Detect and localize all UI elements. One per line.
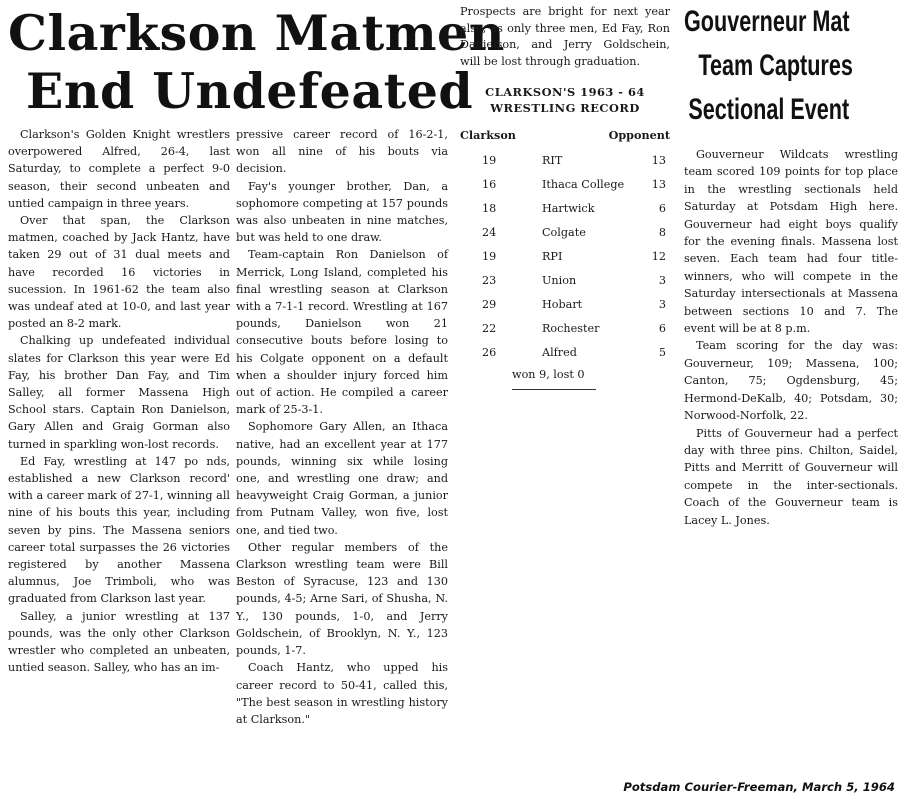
record-clarkson-score: 23 xyxy=(482,273,497,287)
article-paragraph: Fay's younger brother, Dan, a sophomore competing at 157 pounds was also unbeaten in nine matches, but was held to one draw. xyxy=(236,179,448,245)
article-paragraph: Coach Hantz, who upped his career record to 50-41, called this, "The best season in wrestling history at Clarkson." xyxy=(236,661,448,726)
clarkson-headline-line1: Clarkson Matmen xyxy=(8,4,505,62)
article-paragraph: Salley, a junior wrestling at 137 pounds, was the only other Clarkson wrestler who completed an unbeaten, untied season. Salley, who has an im- xyxy=(8,609,230,675)
record-title-line1: CLARKSON'S 1963 - 64 xyxy=(485,85,645,99)
clarkson-column-3 xyxy=(460,4,670,390)
article-paragraph: Clarkson's Golden Knight wrestlers overpowered Alfred, 26-4, last Saturday, to complete a perfect 9-0 season, their second unbeaten and untied campaign in three years. xyxy=(8,128,230,210)
record-opponent-name: Hartwick xyxy=(542,201,595,215)
article-paragraph: Team scoring for the day was: Gouverneur, 109; Massena, 100; Canton, 75; Ogdensburg, 45; Hermond-DeKalb, 40; Potsdam, 30; Norwood-Norfolk, 22. xyxy=(684,339,898,423)
article-paragraph: Ed Fay, wrestling at 147 po nds, established a new Clarkson record' with a career mark of 27-1, winning all nine of his bouts this year, including seven by pins. The Massena seniors career total surpasses the 26 victories registered by another Massena alumnus, Joe Trimboli, who was graduated from Clarkson last year. xyxy=(8,454,230,606)
record-header xyxy=(460,128,670,142)
record-opponent-name: Colgate xyxy=(542,225,586,239)
record-header-clarkson: Clarkson xyxy=(460,128,516,142)
record-opponent-name: Union xyxy=(542,273,577,287)
record-opponent-name: Ithaca College xyxy=(542,177,625,191)
clarkson-column-2 xyxy=(236,126,448,728)
record-clarkson-score: 19 xyxy=(482,249,497,263)
wrestling-record-box xyxy=(460,84,670,390)
record-opponent-name: Hobart xyxy=(542,297,583,311)
record-row xyxy=(460,292,670,316)
article-paragraph: Chalking up undefeated individual slates for Clarkson this year were Ed Fay, his brother Dan Fay, and Tim Salley, all former Massena High School stars. Captain Ron Danielson, Gary Allen and Graig Gorman also turned in sparkling won-lost records. xyxy=(8,334,230,451)
article-paragraph: Sophomore Gary Allen, an Ithaca native, had an excellent year at 177 pounds, winning six while losing one, and wrestling one draw; and heavyweight Craig Gorman, a junior from Putnam Valley, won five, lost one, and tied two. xyxy=(236,420,448,537)
record-opponent-score: 13 xyxy=(651,177,666,191)
record-opponent-score: 5 xyxy=(658,345,666,359)
record-row xyxy=(460,148,670,172)
record-title-line2: WRESTLING RECORD xyxy=(490,101,640,115)
record-clarkson-score: 16 xyxy=(482,177,497,191)
record-clarkson-score: 24 xyxy=(482,225,497,239)
article-paragraph: Gouverneur Wildcats wrestling team scored 109 points for top place in the wrestling sectionals held Saturday at Potsdam High here. Gouverneur had eight boys qualify for the evening finals. Massena lost seven. Each team had four title-winners, who will compete in the Saturday intersectionals at Massena between sections 10 and 7. The event will be at 8 p.m. xyxy=(684,148,898,336)
record-clarkson-score: 26 xyxy=(482,345,497,359)
clarkson-headline-line2: End Undefeated xyxy=(26,62,474,120)
gouverneur-headline-line1: Gouverneur Mat xyxy=(684,5,850,38)
record-opponent-name: RIT xyxy=(542,153,563,167)
article-paragraph: Over that span, the Clarkson matmen, coached by Jack Hantz, have taken 29 out of 31 dual meets and have recorded 16 victories in sucession. In 1961-62 the team also was undeaf ated at 10-0, and last year posted an 8-2 mark. xyxy=(8,214,230,331)
gouverneur-headline-line2: Team Captures xyxy=(698,49,853,82)
record-row xyxy=(460,196,670,220)
record-opponent-score: 13 xyxy=(651,153,666,167)
record-opponent-score: 6 xyxy=(658,201,666,215)
record-row xyxy=(460,316,670,340)
record-opponent-score: 3 xyxy=(658,297,666,311)
record-opponent-name: RPI xyxy=(542,249,563,263)
gouverneur-headline-line3: Sectional Event xyxy=(688,93,850,126)
record-table xyxy=(460,148,670,364)
record-opponent-score: 3 xyxy=(658,273,666,287)
record-clarkson-score: 29 xyxy=(482,297,497,311)
gouverneur-article xyxy=(684,0,898,529)
source-caption: Potsdam Courier-Freeman, March 5, 1964 xyxy=(623,780,895,794)
record-row xyxy=(460,244,670,268)
record-clarkson-score: 18 xyxy=(482,201,497,215)
article-paragraph: pressive career record of 16-2-1, won all nine of his bouts via decision. xyxy=(236,128,448,176)
record-row xyxy=(460,220,670,244)
record-opponent-score: 8 xyxy=(658,225,666,239)
article-paragraph: Team-captain Ron Danielson of Merrick, Long Island, completed his final wrestling season at Clarkson with a 7-1-1 record. Wrestling at 167 pounds, Danielson won 21 consecutive bouts before losing to his Colgate opponent on a default when a shoulder injury forced him out of action. He compiled a career mark of 25-3-1. xyxy=(236,248,448,417)
article-paragraph: Prospects are bright for next year also, as only three men, Ed Fay, Ron Danielson, and Jerry Goldschein, will be lost through graduation. xyxy=(460,5,670,68)
record-opponent-score: 12 xyxy=(651,249,666,263)
record-opponent-name: Alfred xyxy=(542,345,577,359)
clarkson-headline xyxy=(8,4,505,120)
record-row xyxy=(460,268,670,292)
record-opponent-score: 6 xyxy=(658,321,666,335)
record-header-opponent: Opponent xyxy=(608,128,670,142)
record-clarkson-score: 22 xyxy=(482,321,497,335)
record-bottom-rule xyxy=(512,389,596,390)
record-summary: won 9, lost 0 xyxy=(512,368,585,381)
record-row xyxy=(460,172,670,196)
article-paragraph: Pitts of Gouverneur had a perfect day with three pins. Chilton, Saidel, Pitts and Merritt of Gouverneur will compete in the inter-sectionals. Coach of the Gouverneur team is Lacey L. Jones. xyxy=(684,426,898,527)
record-row xyxy=(460,340,670,364)
record-clarkson-score: 19 xyxy=(482,153,497,167)
clarkson-column-1 xyxy=(8,126,230,677)
record-opponent-name: Rochester xyxy=(542,321,600,335)
article-paragraph: Other regular members of the Clarkson wrestling team were Bill Beston of Syracuse, 123 and 130 pounds, 4-5; Arne Sari, of Shusha, N. Y., 130 pounds, 1-0, and Jerry Goldschein, of Brooklyn, N. Y., 123 pounds, 1-7. xyxy=(236,540,448,658)
